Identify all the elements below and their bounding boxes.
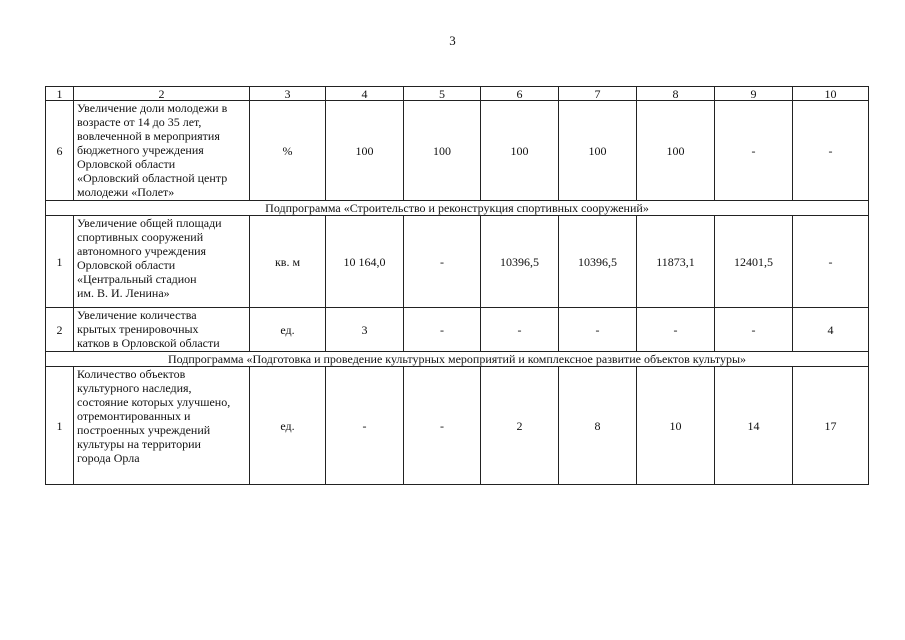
header-cell: 7 [559,87,637,101]
value-cell: - [637,308,715,352]
value-cell: - [404,216,481,308]
value-cell: 2 [481,367,559,485]
header-cell: 10 [793,87,869,101]
unit-cell: ед. [250,308,326,352]
table-row [46,216,869,308]
header-cell: 4 [326,87,404,101]
section-row [46,352,869,367]
value-cell: - [793,216,869,308]
unit-cell: % [250,101,326,201]
unit-cell: ед. [250,367,326,485]
header-cell: 9 [715,87,793,101]
table-body [46,87,869,485]
header-cell: 8 [637,87,715,101]
row-number: 1 [46,367,74,485]
header-cell: 2 [74,87,250,101]
value-cell: - [793,101,869,201]
row-number: 6 [46,101,74,201]
value-cell: - [715,308,793,352]
table-row [46,101,869,201]
value-cell: 100 [404,101,481,201]
row-number: 1 [46,216,74,308]
indicators-table [45,86,869,485]
section-row [46,201,869,216]
value-cell: 10 [637,367,715,485]
value-cell: - [326,367,404,485]
indicator-name: Увеличение количества крытых тренировочных катков в Орловской области [74,308,250,352]
value-cell: 11873,1 [637,216,715,308]
header-row [46,87,869,101]
section-title: Подпрограмма «Подготовка и проведение культурных мероприятий и комплексное развитие объектов культуры» [46,352,869,367]
indicator-name: Количество объектов культурного наследия, состояние которых улучшено, отремонтированных и построенных учреждений культуры на территории города Орла [74,367,250,485]
unit-cell: кв. м [250,216,326,308]
section-title: Подпрограмма «Строительство и реконструкция спортивных сооружений» [46,201,869,216]
header-cell: 1 [46,87,74,101]
value-cell: 4 [793,308,869,352]
header-cell: 6 [481,87,559,101]
indicator-name: Увеличение доли молодежи в возрасте от 14 до 35 лет, вовлеченной в мероприятия бюджетного учреждения Орловской области «Орловский областной центр молодежи «Полет» [74,101,250,201]
value-cell: 100 [637,101,715,201]
value-cell: 17 [793,367,869,485]
value-cell: 100 [326,101,404,201]
value-cell: 10 164,0 [326,216,404,308]
value-cell: - [404,308,481,352]
header-cell: 3 [250,87,326,101]
value-cell: 10396,5 [481,216,559,308]
value-cell: - [559,308,637,352]
value-cell: 10396,5 [559,216,637,308]
value-cell: - [404,367,481,485]
value-cell: 14 [715,367,793,485]
table-row [46,367,869,485]
row-number: 2 [46,308,74,352]
page-number: 3 [449,33,456,48]
value-cell: 3 [326,308,404,352]
value-cell: - [715,101,793,201]
table-row [46,308,869,352]
value-cell: 100 [481,101,559,201]
value-cell: 100 [559,101,637,201]
value-cell: - [481,308,559,352]
value-cell: 12401,5 [715,216,793,308]
indicator-name: Увеличение общей площади спортивных сооружений автономного учреждения Орловской области «Центральный стадион им. В. И. Ленина» [74,216,250,308]
value-cell: 8 [559,367,637,485]
header-cell: 5 [404,87,481,101]
